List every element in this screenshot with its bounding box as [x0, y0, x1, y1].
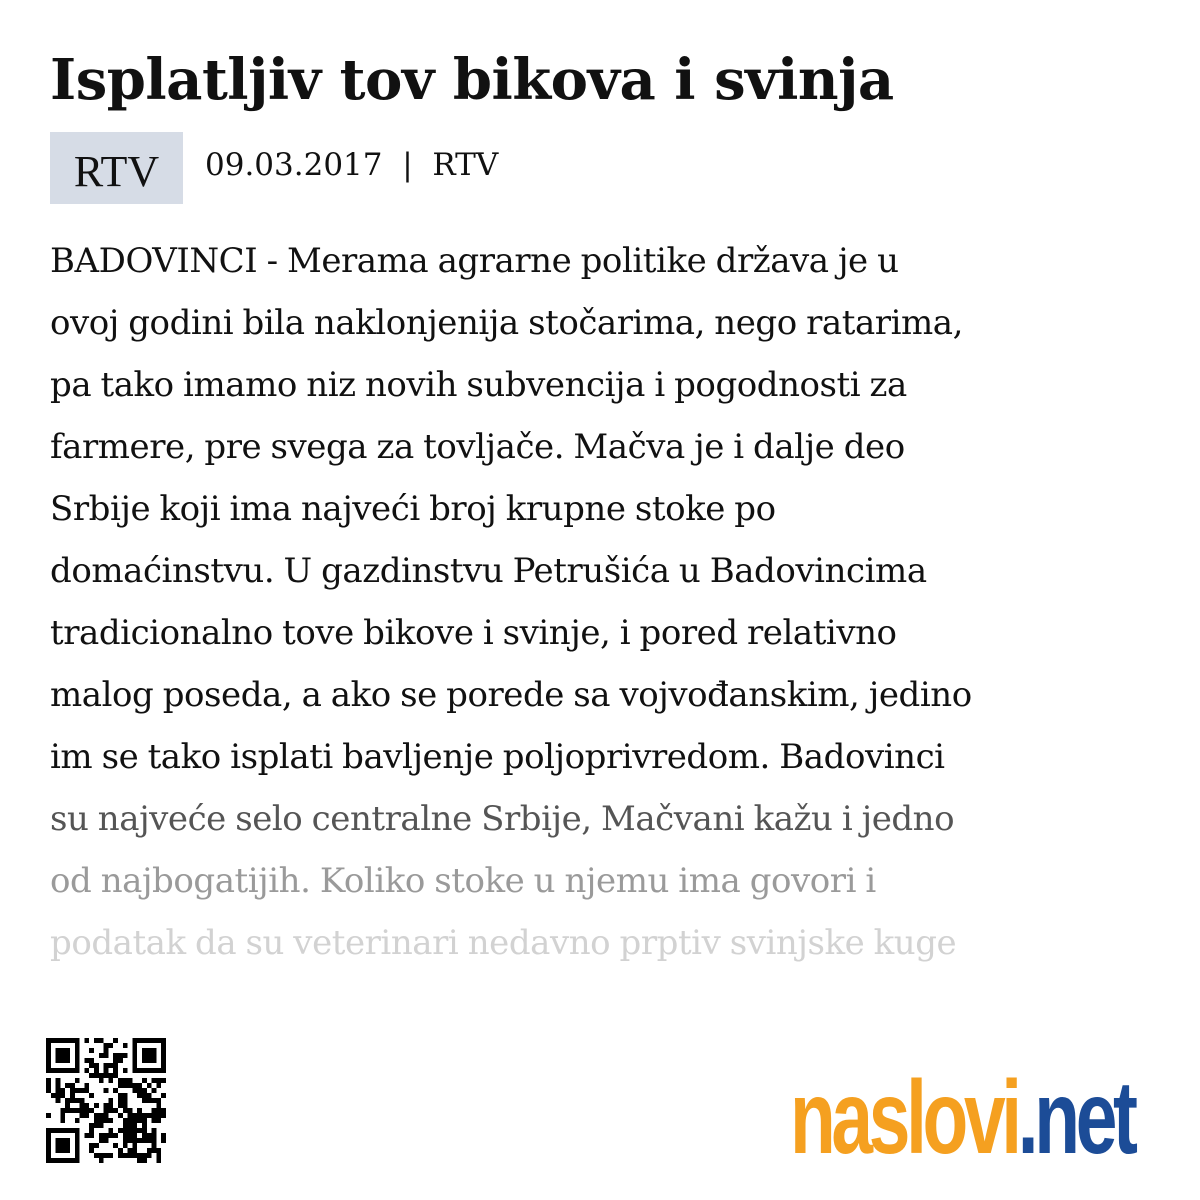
- article-line: farmere, pre svega za tovljače. Mačva je i dalje deo: [50, 427, 905, 467]
- article-line: BADOVINCI - Merama agrarne politike država je u: [50, 241, 899, 281]
- qr-code-icon[interactable]: [46, 1038, 166, 1163]
- article-line: domaćinstvu. U gazdinstvu Petrušića u Badovincima: [50, 551, 927, 591]
- article-line: ovoj godini bila naklonjenija stočarima, nego ratarima,: [50, 303, 963, 343]
- article-line: podatak da su veterinari nedavno prptiv svinjske kuge: [50, 923, 957, 963]
- meta-separator: |: [402, 147, 413, 183]
- article-line: su najveće selo centralne Srbije, Mačvani kažu i jedno: [50, 799, 955, 839]
- article-line: malog poseda, a ako se porede sa vojvođanskim, jedino: [50, 675, 972, 715]
- article-line: tradicionalno tove bikove i svinje, i pored relativno: [50, 613, 897, 653]
- logo-dot: .: [1017, 1060, 1035, 1176]
- article-body: [50, 230, 1155, 990]
- article-source: RTV: [432, 147, 499, 183]
- source-badge: RTV: [50, 132, 183, 204]
- logo-tld: net: [1034, 1060, 1134, 1176]
- meta-line: [205, 132, 498, 198]
- article-meta: [50, 132, 498, 204]
- naslovi-logo[interactable]: [790, 1058, 1134, 1176]
- article-line: Srbije koji ima najveći broj krupne stoke po: [50, 489, 776, 529]
- article-line: od najbogatijih. Koliko stoke u njemu ima govori i: [50, 861, 876, 901]
- article-line: im se tako isplati bavljenje poljoprivredom. Badovinci: [50, 737, 945, 777]
- article-title: Isplatljiv tov bikova i svinja: [50, 47, 894, 113]
- article-line: pa tako imamo niz novih subvencija i pogodnosti za: [50, 365, 907, 405]
- logo-brand: naslovi: [790, 1060, 1018, 1176]
- article-date: 09.03.2017: [205, 147, 383, 183]
